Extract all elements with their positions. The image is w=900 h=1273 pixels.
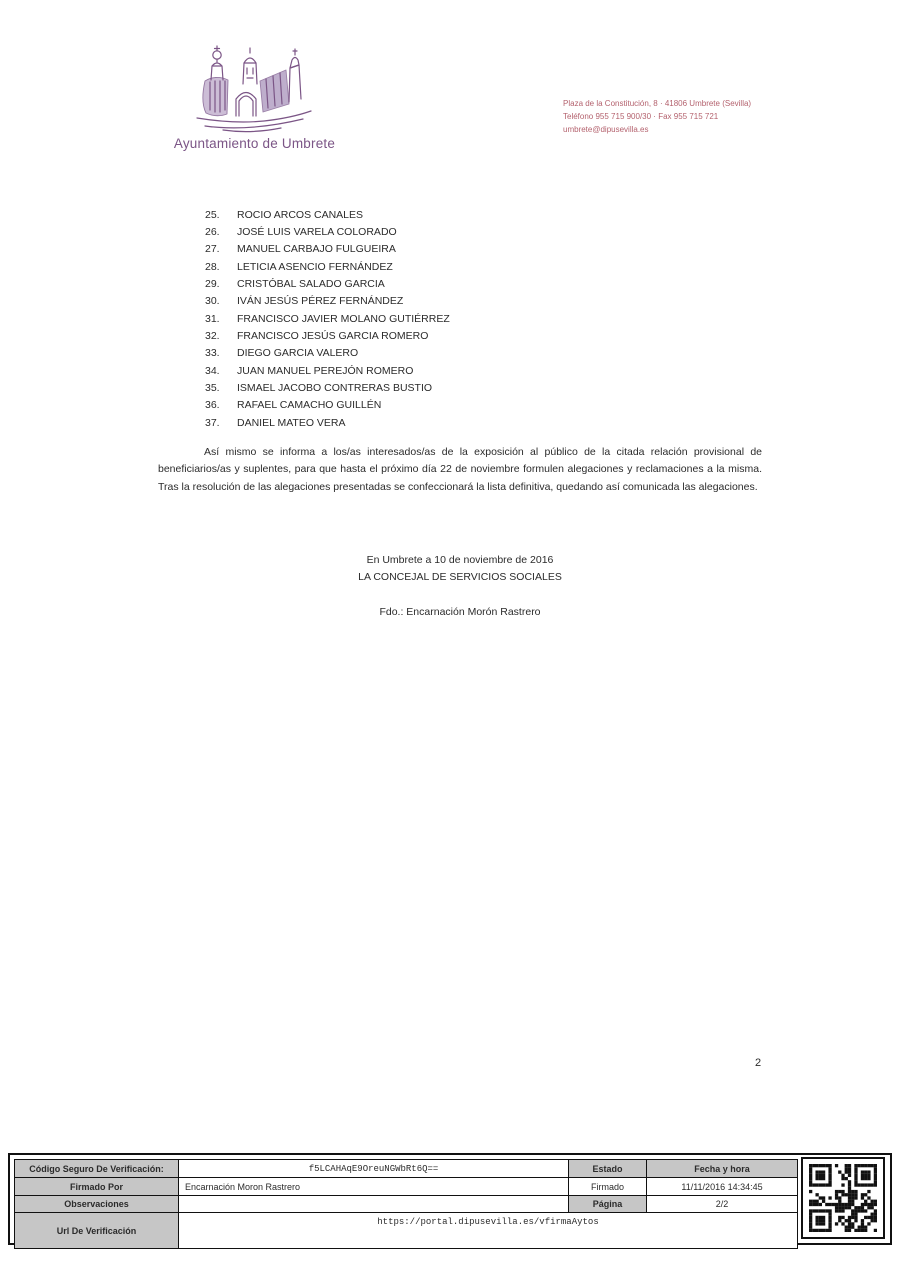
list-item-number: 28. xyxy=(205,260,220,273)
list-item xyxy=(205,206,450,223)
list-item-number: 29. xyxy=(205,278,220,291)
beneficiaries-list xyxy=(205,206,450,431)
municipality-logo xyxy=(172,44,337,151)
fecha-header: Fecha y hora xyxy=(647,1160,798,1178)
list-item xyxy=(205,258,450,275)
list-item-number: 27. xyxy=(205,243,220,256)
list-item-name: CRISTÓBAL SALADO GARCIA xyxy=(237,278,385,291)
list-item xyxy=(205,345,450,362)
observaciones-value xyxy=(179,1196,569,1213)
list-item xyxy=(205,293,450,310)
verification-table xyxy=(14,1159,798,1249)
signature-place-date: En Umbrete a 10 de noviembre de 2016 xyxy=(366,554,554,566)
qr-code xyxy=(801,1157,885,1239)
list-item xyxy=(205,223,450,240)
table-row xyxy=(15,1178,798,1196)
list-item-name: DIEGO GARCIA VALERO xyxy=(237,347,359,360)
contact-info xyxy=(563,98,751,136)
contact-email: umbrete@dipusevilla.es xyxy=(563,124,649,134)
observaciones-label: Observaciones xyxy=(15,1196,179,1213)
list-item-name: JUAN MANUEL PEREJÓN ROMERO xyxy=(237,364,414,377)
list-item-name: IVÁN JESÚS PÉREZ FERNÁNDEZ xyxy=(237,295,404,308)
csv-value: f5LCAHAqE9OreuNGWbRt6Q== xyxy=(179,1160,569,1178)
estado-header: Estado xyxy=(569,1160,647,1178)
list-item xyxy=(205,241,450,258)
list-item-number: 33. xyxy=(205,347,220,360)
list-item-name: ISMAEL JACOBO CONTRERAS BUSTIO xyxy=(237,382,433,395)
list-item-number: 35. xyxy=(205,382,220,395)
list-item-number: 25. xyxy=(205,208,220,221)
signature-name: Fdo.: Encarnación Morón Rastrero xyxy=(379,605,541,618)
signature-block xyxy=(158,552,762,621)
list-item-number: 32. xyxy=(205,330,220,343)
logo-caption: Ayuntamiento de Umbrete xyxy=(173,136,336,151)
firmado-por-label: Firmado Por xyxy=(15,1178,179,1196)
estado-value: Firmado xyxy=(569,1178,647,1196)
table-row xyxy=(15,1213,798,1249)
page-number: 2 xyxy=(754,1057,762,1069)
contact-address: Plaza de la Constitución, 8 · 41806 Umbrete (Sevilla) xyxy=(563,99,752,108)
csv-label: Código Seguro De Verificación: xyxy=(15,1160,179,1178)
table-row xyxy=(15,1160,798,1178)
town-gate-sketch-icon xyxy=(189,44,321,134)
list-item xyxy=(205,362,450,379)
list-item xyxy=(205,310,450,327)
list-item xyxy=(205,327,450,344)
list-item xyxy=(205,414,450,431)
list-item-name: RAFAEL CAMACHO GUILLÉN xyxy=(237,399,382,412)
contact-phone-fax: Teléfono 955 715 900/30 · Fax 955 715 721 xyxy=(563,111,719,121)
list-item-name: ROCIO ARCOS CANALES xyxy=(237,208,364,221)
list-item-name: JOSÉ LUIS VARELA COLORADO xyxy=(237,226,397,239)
info-paragraph: Así mismo se informa a los/as interesados/as de la exposición al público de la citada relación provisional de beneficiarios/as y suplentes, para que hasta el próximo día 22 de noviembre formulen alegaciones y reclamaciones a la misma. Tras la resolución de las alegaciones presentadas se confeccionará la lista definitiva, quedando así comunicada las alegaciones. xyxy=(158,446,762,493)
table-row xyxy=(15,1196,798,1213)
firmado-por-value: Encarnación Moron Rastrero xyxy=(179,1178,569,1196)
list-item-number: 26. xyxy=(205,226,220,239)
qr-code-svg xyxy=(809,1164,877,1232)
pagina-label: Página xyxy=(569,1196,647,1213)
url-value: https://portal.dipusevilla.es/vfirmaAytos xyxy=(179,1213,798,1249)
url-label: Url De Verificación xyxy=(15,1213,179,1249)
list-item xyxy=(205,397,450,414)
signature-role: LA CONCEJAL DE SERVICIOS SOCIALES xyxy=(358,571,562,584)
list-item xyxy=(205,379,450,396)
pagina-value: 2/2 xyxy=(647,1196,798,1213)
list-item-number: 30. xyxy=(205,295,220,308)
list-item-name: FRANCISCO JAVIER MOLANO GUTIÉRREZ xyxy=(237,312,450,325)
list-item-name: DANIEL MATEO VERA xyxy=(237,416,346,429)
list-item xyxy=(205,275,450,292)
list-item-number: 37. xyxy=(205,416,220,429)
list-item-name: MANUEL CARBAJO FULGUEIRA xyxy=(237,243,396,256)
fecha-value: 11/11/2016 14:34:45 xyxy=(647,1178,798,1196)
list-item-number: 34. xyxy=(205,364,220,377)
list-item-number: 31. xyxy=(205,312,220,325)
list-item-number: 36. xyxy=(205,399,220,412)
list-item-name: FRANCISCO JESÚS GARCIA ROMERO xyxy=(237,330,429,343)
verification-footer xyxy=(8,1153,892,1245)
list-item-name: LETICIA ASENCIO FERNÁNDEZ xyxy=(237,260,393,273)
